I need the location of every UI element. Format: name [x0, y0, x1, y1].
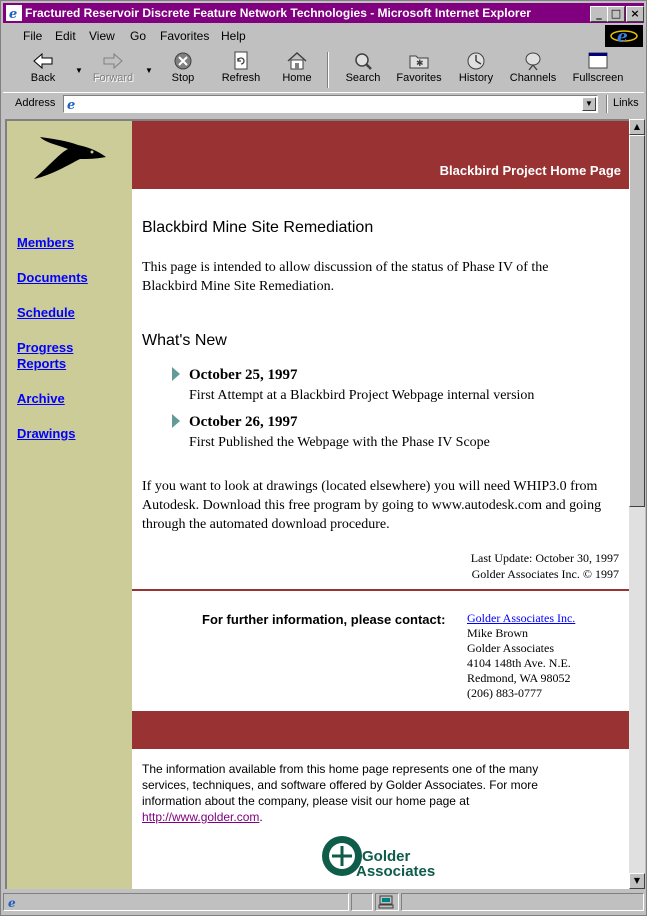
contact-line: Redmond, WA 98052 — [467, 671, 571, 685]
window-title: Fractured Reservoir Discrete Feature Network Technologies - Microsoft Internet Explorer — [25, 6, 531, 20]
stop-icon — [171, 51, 195, 71]
menu-edit[interactable]: Edit — [55, 29, 76, 43]
refresh-button[interactable] — [211, 48, 271, 92]
ie-throbber-icon — [605, 25, 643, 47]
refresh-icon — [229, 51, 253, 71]
svg-text:Associates: Associates — [356, 863, 436, 880]
copyright: Golder Associates Inc. © 1997 — [471, 567, 619, 581]
golder-website-link[interactable]: http://www.golder.com — [142, 810, 260, 824]
menu-bar — [3, 25, 644, 47]
news-date: October 26, 1997 — [189, 414, 298, 430]
svg-text:e: e — [9, 7, 18, 21]
svg-text:Golder: Golder — [362, 848, 411, 865]
menu-go[interactable]: Go — [130, 29, 147, 43]
fullscreen-label: Fullscreen — [572, 72, 624, 84]
scroll-thumb[interactable] — [629, 135, 645, 507]
nav-progress-reports-link[interactable]: Progress Reports — [17, 340, 74, 371]
forward-arrow-icon — [101, 51, 125, 71]
ie-throbber — [605, 25, 643, 47]
svg-text:✱: ✱ — [416, 59, 424, 69]
nav-schedule-link[interactable]: Schedule — [17, 305, 75, 320]
banner-title: Blackbird Project Home Page — [439, 163, 621, 178]
page-viewport — [5, 119, 629, 889]
news-text: First Published the Webpage with the Phase IV Scope — [189, 435, 490, 450]
stop-label: Stop — [171, 72, 195, 84]
footer-text-block — [142, 761, 587, 825]
toolbar-separator — [327, 52, 329, 88]
footer-text: The information available from this home page represents one of the many services, techniques, and software offered by Golder Associates. For more information about the company, please visit our home page at — [142, 762, 539, 808]
page-status-icon — [6, 895, 22, 909]
svg-text:e: e — [617, 27, 628, 47]
whats-new-heading: What's New — [142, 332, 227, 349]
page-icon — [65, 96, 81, 112]
channels-satellite-icon — [521, 51, 545, 71]
contact-link[interactable]: Golder Associates Inc. — [467, 611, 576, 625]
search-label: Search — [345, 72, 381, 84]
status-panel-zone-name — [401, 893, 644, 911]
fullscreen-button[interactable] — [568, 48, 628, 92]
forward-dropdown-icon[interactable]: ▼ — [145, 66, 153, 75]
address-separator — [606, 95, 608, 113]
menu-help[interactable]: Help — [221, 29, 246, 43]
fullscreen-icon — [586, 51, 610, 71]
contact-line: Mike Brown — [467, 626, 528, 640]
header-banner — [132, 121, 629, 189]
links-button[interactable]: Links — [613, 97, 639, 109]
address-dropdown-icon[interactable]: ▼ — [582, 97, 596, 111]
menu-favorites[interactable]: Favorites — [160, 29, 210, 43]
nav-drawings-link[interactable]: Drawings — [17, 426, 76, 441]
home-label: Home — [282, 72, 312, 84]
search-icon — [351, 51, 375, 71]
close-button[interactable]: × — [626, 6, 644, 22]
minimize-button[interactable]: _ — [590, 6, 608, 22]
bullet-icon — [172, 414, 180, 428]
bullet-icon — [172, 367, 180, 381]
home-icon — [285, 51, 309, 71]
status-panel-zone — [375, 893, 399, 911]
back-button[interactable] — [13, 48, 73, 92]
menu-view[interactable]: View — [89, 29, 115, 43]
home-button[interactable] — [267, 48, 327, 92]
address-label: Address — [15, 97, 56, 109]
nav-archive-link[interactable]: Archive — [17, 391, 65, 406]
title-bar — [3, 3, 644, 23]
vertical-scrollbar[interactable] — [629, 119, 645, 889]
golder-associates-logo — [320, 829, 450, 883]
status-panel-main — [3, 893, 349, 911]
page-heading: Blackbird Mine Site Remediation — [142, 219, 374, 236]
footer-trailing: . — [259, 810, 263, 824]
back-label: Back — [30, 72, 56, 84]
status-bar — [3, 891, 644, 913]
whip-note: If you want to look at drawings (located elsewhere) you will need WHIP3.0 from Autodesk. Download this free program by going to www.autodesk.com and going through the automated download procedure. — [142, 479, 602, 532]
channels-button[interactable] — [503, 48, 563, 92]
menu-file[interactable]: File — [23, 29, 43, 43]
back-arrow-icon — [31, 51, 55, 71]
contact-line: (206) 883-0777 — [467, 686, 542, 700]
svg-text:e: e — [8, 896, 16, 909]
nav-members-link[interactable]: Members — [17, 235, 75, 250]
nav-documents-link[interactable]: Documents — [17, 270, 88, 285]
address-bar — [3, 92, 644, 115]
news-date: October 25, 1997 — [189, 367, 298, 383]
history-label: History — [458, 72, 494, 84]
contact-line: 4104 148th Ave. N.E. — [467, 656, 571, 670]
red-band — [132, 711, 629, 749]
refresh-label: Refresh — [221, 72, 261, 84]
toolbar — [3, 48, 644, 92]
svg-text:e: e — [67, 98, 76, 112]
forward-label: Forward — [92, 72, 134, 84]
contact-label: For further information, please contact: — [202, 612, 446, 627]
favorites-button[interactable] — [389, 48, 449, 92]
history-button[interactable] — [446, 48, 506, 92]
maximize-button[interactable]: □ — [607, 6, 625, 22]
channels-label: Channels — [509, 72, 557, 84]
contact-line: Golder Associates — [467, 641, 554, 655]
blackbird-logo — [32, 131, 112, 183]
intro-text: This page is intended to allow discussion of the status of Phase IV of the Blackbird Mine Site Remediation. — [142, 260, 549, 294]
back-dropdown-icon[interactable]: ▼ — [75, 66, 83, 75]
favorites-folder-icon — [407, 51, 431, 71]
scroll-up-icon[interactable]: ▲ — [629, 119, 645, 135]
stop-button[interactable] — [153, 48, 213, 92]
status-panel-secure — [351, 893, 373, 911]
ie-logo-icon — [6, 5, 22, 21]
address-input[interactable] — [63, 95, 598, 113]
news-text: First Attempt at a Blackbird Project Webpage internal version — [189, 388, 535, 403]
computer-zone-icon — [378, 895, 394, 909]
forward-button[interactable] — [83, 48, 143, 92]
sidebar — [7, 121, 132, 889]
favorites-label: Favorites — [396, 72, 442, 84]
divider-rule — [132, 589, 629, 591]
search-button[interactable] — [333, 48, 393, 92]
last-update: Last Update: October 30, 1997 — [470, 551, 619, 565]
history-icon — [464, 51, 488, 71]
scroll-down-icon[interactable]: ▼ — [629, 873, 645, 889]
